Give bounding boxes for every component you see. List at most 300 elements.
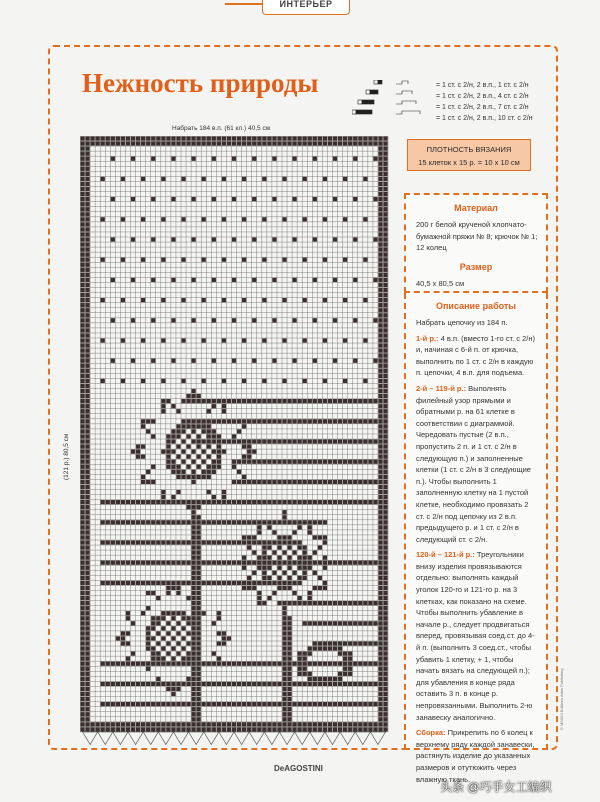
filled-cell: [146, 581, 150, 585]
filled-cell: [85, 606, 89, 610]
filled-cell: [378, 717, 382, 721]
filled-cell: [313, 561, 317, 565]
filled-cell: [252, 520, 256, 524]
filled-cell: [318, 677, 322, 681]
filled-cell: [85, 646, 89, 650]
filled-cell: [166, 581, 170, 585]
filled-cell: [257, 480, 261, 484]
filled-cell: [272, 561, 276, 565]
filled-cell: [131, 540, 135, 544]
filled-cell: [176, 586, 180, 590]
filled-cell: [197, 141, 201, 145]
filled-cell: [267, 682, 271, 686]
filled-cell: [378, 167, 382, 171]
filled-cell: [383, 354, 387, 358]
filled-cell: [303, 727, 307, 731]
filled-cell: [166, 702, 170, 706]
filled-cell: [298, 652, 302, 656]
filled-cell: [192, 571, 196, 575]
filled-cell: [303, 338, 307, 342]
filled-cell: [368, 561, 372, 565]
filled-cell: [383, 379, 387, 383]
filled-cell: [282, 662, 286, 666]
filled-cell: [85, 626, 89, 630]
filled-cell: [217, 399, 221, 403]
filled-cell: [85, 232, 89, 236]
filled-cell: [257, 530, 261, 534]
filled-cell: [222, 641, 226, 645]
filled-cell: [227, 419, 231, 423]
filled-cell: [378, 248, 382, 252]
filled-cell: [176, 662, 180, 666]
filled-cell: [333, 561, 337, 565]
filled-cell: [272, 727, 276, 731]
filled-cell: [383, 404, 387, 408]
filled-cell: [161, 636, 165, 640]
filled-cell: [197, 505, 201, 509]
filled-cell: [186, 727, 190, 731]
filled-cell: [343, 601, 347, 605]
filled-cell: [222, 581, 226, 585]
filled-cell: [358, 702, 362, 706]
filled-cell: [298, 141, 302, 145]
filled-cell: [282, 510, 286, 514]
filled-cell: [141, 561, 145, 565]
filled-cell: [151, 616, 155, 620]
filled-cell: [85, 268, 89, 272]
filled-cell: [91, 727, 95, 731]
filled-cell: [368, 601, 372, 605]
filled-cell: [287, 652, 291, 656]
filled-cell: [353, 359, 357, 363]
filled-cell: [85, 202, 89, 206]
filled-cell: [207, 682, 211, 686]
filled-cell: [323, 566, 327, 570]
filled-cell: [378, 141, 382, 145]
filled-cell: [343, 662, 347, 666]
filled-cell: [323, 500, 327, 504]
description-box: [404, 293, 548, 784]
filled-cell: [343, 641, 347, 645]
filled-cell: [277, 662, 281, 666]
filled-cell: [257, 399, 261, 403]
filled-cell: [186, 500, 190, 504]
filled-cell: [207, 409, 211, 413]
filled-cell: [262, 460, 266, 464]
filled-cell: [308, 672, 312, 676]
filled-cell: [141, 444, 145, 448]
filled-cell: [257, 500, 261, 504]
filled-cell: [343, 338, 347, 342]
filled-cell: [373, 359, 377, 363]
filled-cell: [338, 621, 342, 625]
filled-cell: [151, 540, 155, 544]
filled-cell: [171, 157, 175, 161]
filled-cell: [383, 631, 387, 635]
filled-cell: [232, 318, 236, 322]
filled-cell: [308, 561, 312, 565]
filled-cell: [257, 439, 261, 443]
filled-cell: [383, 157, 387, 161]
filled-cell: [197, 601, 201, 605]
filled-cell: [293, 571, 297, 575]
filled-cell: [343, 667, 347, 671]
filled-cell: [207, 702, 211, 706]
filled-cell: [252, 237, 256, 241]
filled-cell: [217, 520, 221, 524]
filled-cell: [363, 702, 367, 706]
filled-cell: [343, 672, 347, 676]
filled-cell: [313, 278, 317, 282]
filled-cell: [151, 136, 155, 140]
filled-cell: [272, 318, 276, 322]
filled-cell: [247, 141, 251, 145]
filled-cell: [313, 621, 317, 625]
filled-cell: [293, 359, 297, 363]
filled-cell: [282, 727, 286, 731]
filled-cell: [217, 616, 221, 620]
filled-cell: [323, 646, 327, 650]
filled-cell: [85, 450, 89, 454]
filled-cell: [192, 707, 196, 711]
filled-cell: [141, 177, 145, 181]
filled-cell: [85, 429, 89, 433]
filled-cell: [151, 646, 155, 650]
filled-cell: [166, 450, 170, 454]
filled-cell: [227, 581, 231, 585]
filled-cell: [318, 641, 322, 645]
filled-cell: [242, 540, 246, 544]
filled-cell: [378, 394, 382, 398]
filled-cell: [166, 520, 170, 524]
filled-cell: [272, 682, 276, 686]
filled-cell: [80, 222, 84, 226]
filled-cell: [126, 520, 130, 524]
filled-cell: [197, 434, 201, 438]
filled-cell: [176, 434, 180, 438]
filled-cell: [121, 636, 125, 640]
filled-cell: [186, 141, 190, 145]
filled-cell: [343, 480, 347, 484]
filled-cell: [166, 687, 170, 691]
filled-cell: [298, 667, 302, 671]
filled-cell: [80, 480, 84, 484]
filled-cell: [85, 601, 89, 605]
filled-cell: [262, 540, 266, 544]
filled-cell: [126, 641, 130, 645]
filled-cell: [257, 141, 261, 145]
filled-cell: [323, 460, 327, 464]
edge-triangle: [279, 732, 294, 745]
filled-cell: [303, 545, 307, 549]
filled-cell: [151, 657, 155, 661]
filled-cell: [308, 556, 312, 560]
filled-cell: [156, 722, 160, 726]
filled-cell: [333, 136, 337, 140]
filled-cell: [80, 682, 84, 686]
filled-cell: [131, 561, 135, 565]
filled-cell: [293, 551, 297, 555]
filled-cell: [232, 434, 236, 438]
filled-cell: [181, 475, 185, 479]
filled-cell: [141, 475, 145, 479]
filled-cell: [212, 278, 216, 282]
filled-cell: [176, 702, 180, 706]
filled-cell: [151, 702, 155, 706]
filled-cell: [257, 722, 261, 726]
filled-cell: [383, 697, 387, 701]
filled-cell: [146, 429, 150, 433]
filled-cell: [368, 641, 372, 645]
filled-cell: [80, 141, 84, 145]
filled-cell: [333, 662, 337, 666]
filled-cell: [383, 682, 387, 686]
filled-cell: [176, 682, 180, 686]
filled-cell: [192, 621, 196, 625]
filled-cell: [80, 687, 84, 691]
filled-cell: [378, 697, 382, 701]
filled-cell: [383, 505, 387, 509]
filled-cell: [267, 460, 271, 464]
filled-cell: [277, 702, 281, 706]
filled-cell: [111, 141, 115, 145]
filled-cell: [85, 495, 89, 499]
filled-cell: [287, 682, 291, 686]
filled-cell: [383, 359, 387, 363]
filled-cell: [131, 727, 135, 731]
filled-cell: [343, 379, 347, 383]
filled-cell: [242, 566, 246, 570]
filled-cell: [141, 611, 145, 615]
filled-cell: [378, 318, 382, 322]
filled-cell: [197, 439, 201, 443]
filled-cell: [237, 561, 241, 565]
filled-cell: [85, 551, 89, 555]
filled-cell: [343, 682, 347, 686]
filled-cell: [348, 480, 352, 484]
filled-cell: [318, 419, 322, 423]
filled-cell: [313, 662, 317, 666]
filled-cell: [80, 591, 84, 595]
filled-cell: [313, 136, 317, 140]
filled-cell: [126, 616, 130, 620]
filled-cell: [328, 641, 332, 645]
filled-cell: [267, 561, 271, 565]
filled-cell: [378, 384, 382, 388]
filled-cell: [197, 561, 201, 565]
filled-cell: [151, 500, 155, 504]
filled-cell: [176, 409, 180, 413]
filled-cell: [85, 419, 89, 423]
filled-cell: [80, 566, 84, 570]
filled-cell: [383, 460, 387, 464]
filled-cell: [368, 500, 372, 504]
filled-cell: [136, 500, 140, 504]
filled-cell: [303, 141, 307, 145]
filled-cell: [368, 460, 372, 464]
filled-cell: [383, 283, 387, 287]
filled-cell: [333, 621, 337, 625]
filled-cell: [282, 692, 286, 696]
filled-cell: [80, 409, 84, 413]
filled-cell: [80, 248, 84, 252]
filled-cell: [237, 429, 241, 433]
edge-triangle: [204, 732, 219, 745]
edge-triangle: [355, 732, 370, 745]
filled-cell: [282, 687, 286, 691]
filled-cell: [227, 500, 231, 504]
filled-cell: [131, 621, 135, 625]
filled-cell: [353, 141, 357, 145]
filled-cell: [111, 702, 115, 706]
filled-cell: [80, 273, 84, 277]
edge-triangle: [128, 732, 143, 745]
filled-cell: [192, 505, 196, 509]
filled-cell: [85, 662, 89, 666]
filled-cell: [308, 722, 312, 726]
filled-cell: [207, 439, 211, 443]
filled-cell: [131, 702, 135, 706]
filled-cell: [303, 576, 307, 580]
filled-cell: [313, 460, 317, 464]
filled-cell: [85, 616, 89, 620]
filled-cell: [378, 409, 382, 413]
filled-cell: [383, 455, 387, 459]
filled-cell: [85, 636, 89, 640]
filled-cell: [323, 561, 327, 565]
filled-cell: [186, 677, 190, 681]
filled-cell: [80, 359, 84, 363]
description-step: [416, 333, 538, 379]
filled-cell: [373, 419, 377, 423]
edge-triangle: [264, 732, 279, 745]
filled-cell: [378, 601, 382, 605]
filled-cell: [111, 237, 115, 241]
filled-cell: [378, 237, 382, 241]
filled-cell: [101, 722, 105, 726]
filled-cell: [358, 439, 362, 443]
filled-cell: [313, 439, 317, 443]
filled-cell: [252, 318, 256, 322]
filled-cell: [378, 500, 382, 504]
filled-cell: [212, 141, 216, 145]
filled-cell: [161, 379, 165, 383]
filled-cell: [338, 601, 342, 605]
filled-cell: [111, 662, 115, 666]
filled-cell: [85, 505, 89, 509]
filled-cell: [197, 551, 201, 555]
filled-cell: [313, 727, 317, 731]
filled-cell: [85, 652, 89, 656]
filled-cell: [136, 662, 140, 666]
filled-cell: [378, 177, 382, 181]
filled-cell: [358, 460, 362, 464]
filled-cell: [338, 480, 342, 484]
legend-item: = 1 ст. с 2/н, 2 в.п., 1 ст. с 2/н: [436, 82, 529, 89]
filled-cell: [282, 439, 286, 443]
filled-cell: [378, 364, 382, 368]
filled-cell: [318, 545, 322, 549]
filled-cell: [303, 556, 307, 560]
filled-cell: [368, 621, 372, 625]
filled-cell: [277, 540, 281, 544]
filled-cell: [136, 520, 140, 524]
filled-cell: [166, 540, 170, 544]
filled-cell: [242, 455, 246, 459]
filled-cell: [121, 581, 125, 585]
filled-cell: [378, 278, 382, 282]
filled-cell: [277, 561, 281, 565]
filled-cell: [282, 712, 286, 716]
filled-cell: [262, 379, 266, 383]
filled-cell: [80, 697, 84, 701]
filled-cell: [383, 313, 387, 317]
filled-cell: [217, 136, 221, 140]
filled-cell: [151, 465, 155, 469]
filled-cell: [80, 419, 84, 423]
filled-cell: [313, 141, 317, 145]
filled-cell: [313, 419, 317, 423]
filled-cell: [131, 141, 135, 145]
filled-cell: [80, 278, 84, 282]
filled-cell: [85, 343, 89, 347]
filled-cell: [333, 480, 337, 484]
filled-cell: [338, 652, 342, 656]
filled-cell: [378, 566, 382, 570]
filled-cell: [131, 450, 135, 454]
filled-cell: [111, 278, 115, 282]
filled-cell: [373, 727, 377, 731]
filled-cell: [328, 722, 332, 726]
filled-cell: [171, 197, 175, 201]
filled-cell: [293, 601, 297, 605]
filled-cell: [383, 212, 387, 216]
filled-cell: [338, 662, 342, 666]
filled-cell: [257, 601, 261, 605]
filled-cell: [217, 439, 221, 443]
filled-cell: [252, 702, 256, 706]
filled-cell: [313, 318, 317, 322]
filled-cell: [197, 641, 201, 645]
filled-cell: [80, 343, 84, 347]
filled-cell: [298, 566, 302, 570]
filled-cell: [353, 641, 357, 645]
filled-cell: [80, 616, 84, 620]
filled-cell: [85, 404, 89, 408]
filled-cell: [287, 641, 291, 645]
filled-cell: [111, 197, 115, 201]
description-step: [416, 727, 538, 785]
filled-cell: [85, 485, 89, 489]
filled-cell: [217, 682, 221, 686]
filled-cell: [353, 278, 357, 282]
filled-cell: [227, 702, 231, 706]
filled-cell: [85, 253, 89, 257]
filled-cell: [378, 707, 382, 711]
filled-cell: [131, 581, 135, 585]
filled-cell: [227, 662, 231, 666]
filled-cell: [262, 662, 266, 666]
filled-cell: [303, 657, 307, 661]
filled-cell: [176, 621, 180, 625]
filled-cell: [267, 662, 271, 666]
filled-cell: [80, 328, 84, 332]
materials-text: 200 г белой крученой хлопчато-бумажной пряжи № 8; крючок № 1; 12 колец: [416, 220, 538, 253]
filled-cell: [85, 444, 89, 448]
filled-cell: [252, 535, 256, 539]
filled-cell: [101, 727, 105, 731]
filled-cell: [323, 540, 327, 544]
